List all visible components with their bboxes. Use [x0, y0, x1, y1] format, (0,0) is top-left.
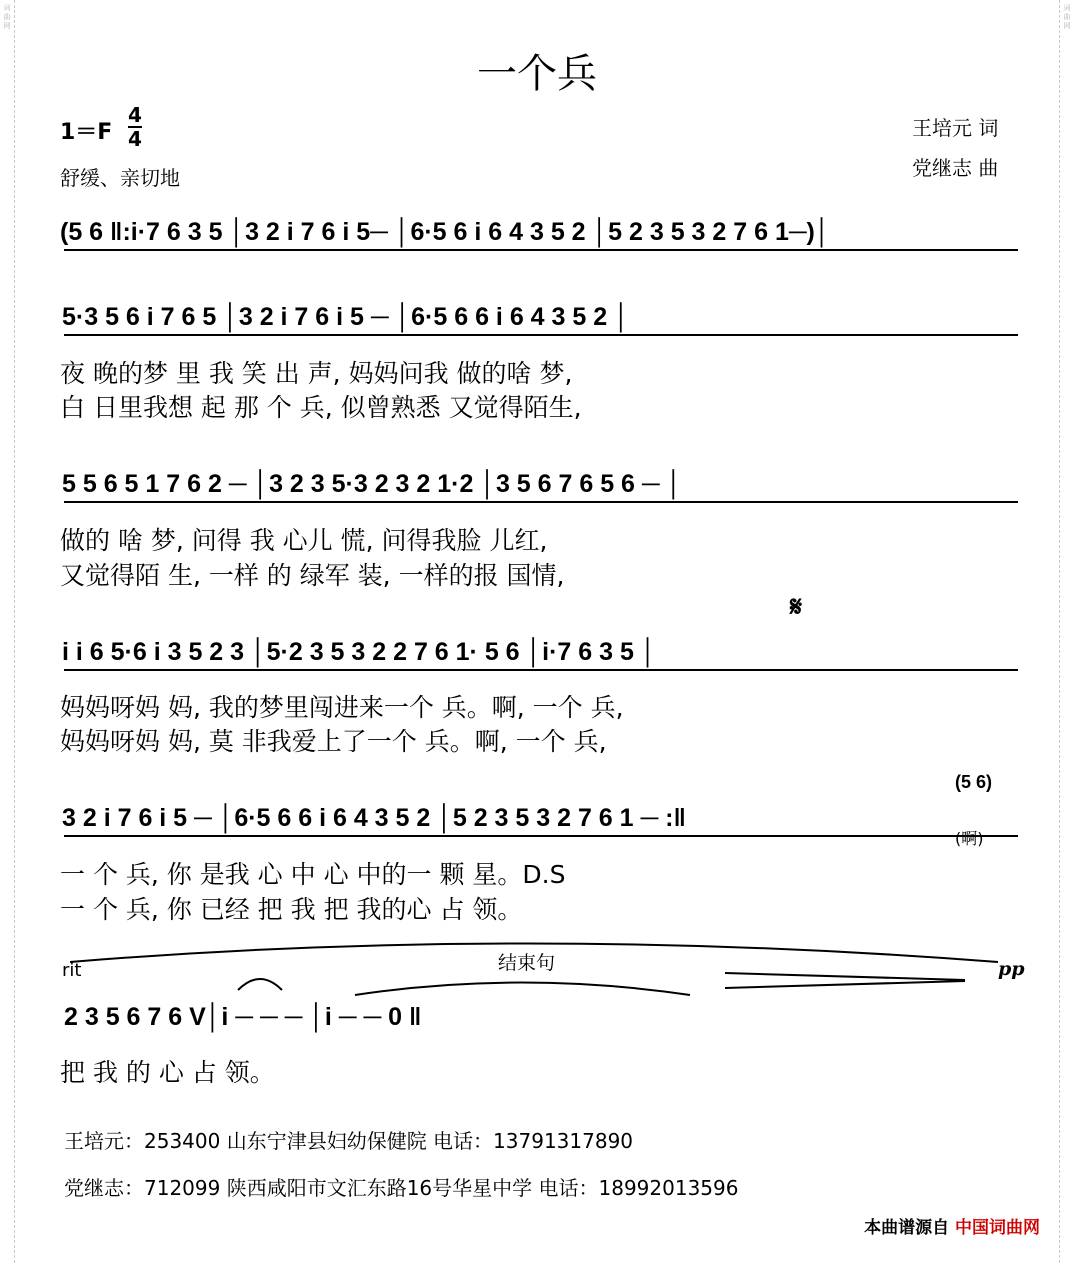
notation-row-1: (5 6 ‖:i·7 6 3 5 │3 2 i 7 6 i 5─ │6·5 6 i 6 4 3 5 2 │5 2 3 5 3 2 7 6 1─)│: [60, 218, 831, 246]
tempo-marking: 舒缓、亲切地: [60, 166, 180, 190]
notation-row-5: 3 2 i 7 6 i 5 ─ │6·5 6 6 i 6 4 3 5 2 │5 2 3 5 3 2 7 6 1 ─ :‖: [62, 804, 686, 832]
decrescendo-bottom: [725, 981, 965, 988]
fermata-arc: [238, 979, 282, 990]
source-prefix: 本曲谱源自: [864, 1218, 950, 1238]
watermark-left: 词曲网: [3, 4, 11, 30]
lyric-row-6: 把 我 的 心 占 领。: [60, 1058, 275, 1087]
composer-credit: 党继志 曲: [912, 156, 999, 180]
segno-sign: 𝄋: [790, 590, 803, 623]
lyric-row-2-verse-2: 白 日里我想 起 那 个 兵, 似曾熟悉 又觉得陌生,: [60, 393, 582, 422]
key-signature: 1＝F: [60, 120, 113, 145]
notation-row-2: 5·3 5 6 i 7 6 5 │3 2 i 7 6 i 5 ─ │6·5 6 6 i 6 4 3 5 2 │: [62, 303, 630, 331]
lyricist-credit: 王培元 词: [912, 116, 999, 140]
watermark-right: 词曲网: [1063, 4, 1071, 30]
notation-row-3: 5 5 6 5 1 7 6 2 ─ │3 2 3 5·3 2 3 2 1·2 │3 5 6 7 6 5 6 ─ │: [62, 470, 683, 498]
dynamics-pp: pp: [998, 958, 1025, 980]
tie-row-6: [355, 983, 690, 996]
time-signature-top: 4: [128, 103, 142, 127]
notation-row-4: i i 6 5·6 i 3 5 2 3 │5·2 3 5 3 2 2 7 6 1· 5 6 │i·7 6 3 5 │: [62, 638, 657, 666]
notation-row-6: 2 3 5 6 7 6 V│i ─ ─ ─ │i ─ ─ 0 ‖: [64, 1003, 422, 1031]
footer-contact-lyricist: 王培元：253400 山东宁津县妇幼保健院 电话：13791317890: [64, 1129, 634, 1153]
song-title: 一个兵: [477, 51, 597, 97]
source-credit: [864, 1213, 1040, 1238]
decrescendo-top: [725, 973, 965, 980]
time-signature-bottom: 4: [128, 127, 142, 151]
lyric-row-2-verse-1: 夜 晚的梦 里 我 笑 出 声, 妈妈问我 做的啥 梦,: [60, 359, 573, 388]
source-site-link[interactable]: 中国词曲网: [955, 1218, 1040, 1238]
lyric-row-4-verse-1: 妈妈呀妈 妈, 我的梦里闯进来一个 兵。啊, 一个 兵,: [60, 693, 624, 722]
ending-phrase-slur: [70, 944, 998, 963]
lyric-row-3-verse-2: 又觉得陌 生, 一样 的 绿军 装, 一样的报 国情,: [60, 561, 565, 590]
ritardando-marking: rit: [62, 960, 82, 981]
alternate-lyric: (啊): [955, 829, 984, 848]
ending-label: 结束句: [498, 952, 556, 974]
footer-contact-composer: 党继志：712099 陕西咸阳市文汇东路16号华星中学 电话：18992013596: [64, 1176, 739, 1200]
lyric-row-5-verse-1: 一 个 兵, 你 是我 心 中 心 中的一 颗 星。D.S: [60, 860, 566, 889]
lyric-row-5-verse-2: 一 个 兵, 你 已经 把 我 把 我的心 占 领。: [60, 895, 523, 924]
alternate-notes: (5 6): [955, 772, 993, 792]
lyric-row-3-verse-1: 做的 啥 梦, 问得 我 心儿 慌, 问得我脸 儿红,: [60, 526, 548, 555]
lyric-row-4-verse-2: 妈妈呀妈 妈, 莫 非我爱上了一个 兵。啊, 一个 兵,: [60, 727, 607, 756]
